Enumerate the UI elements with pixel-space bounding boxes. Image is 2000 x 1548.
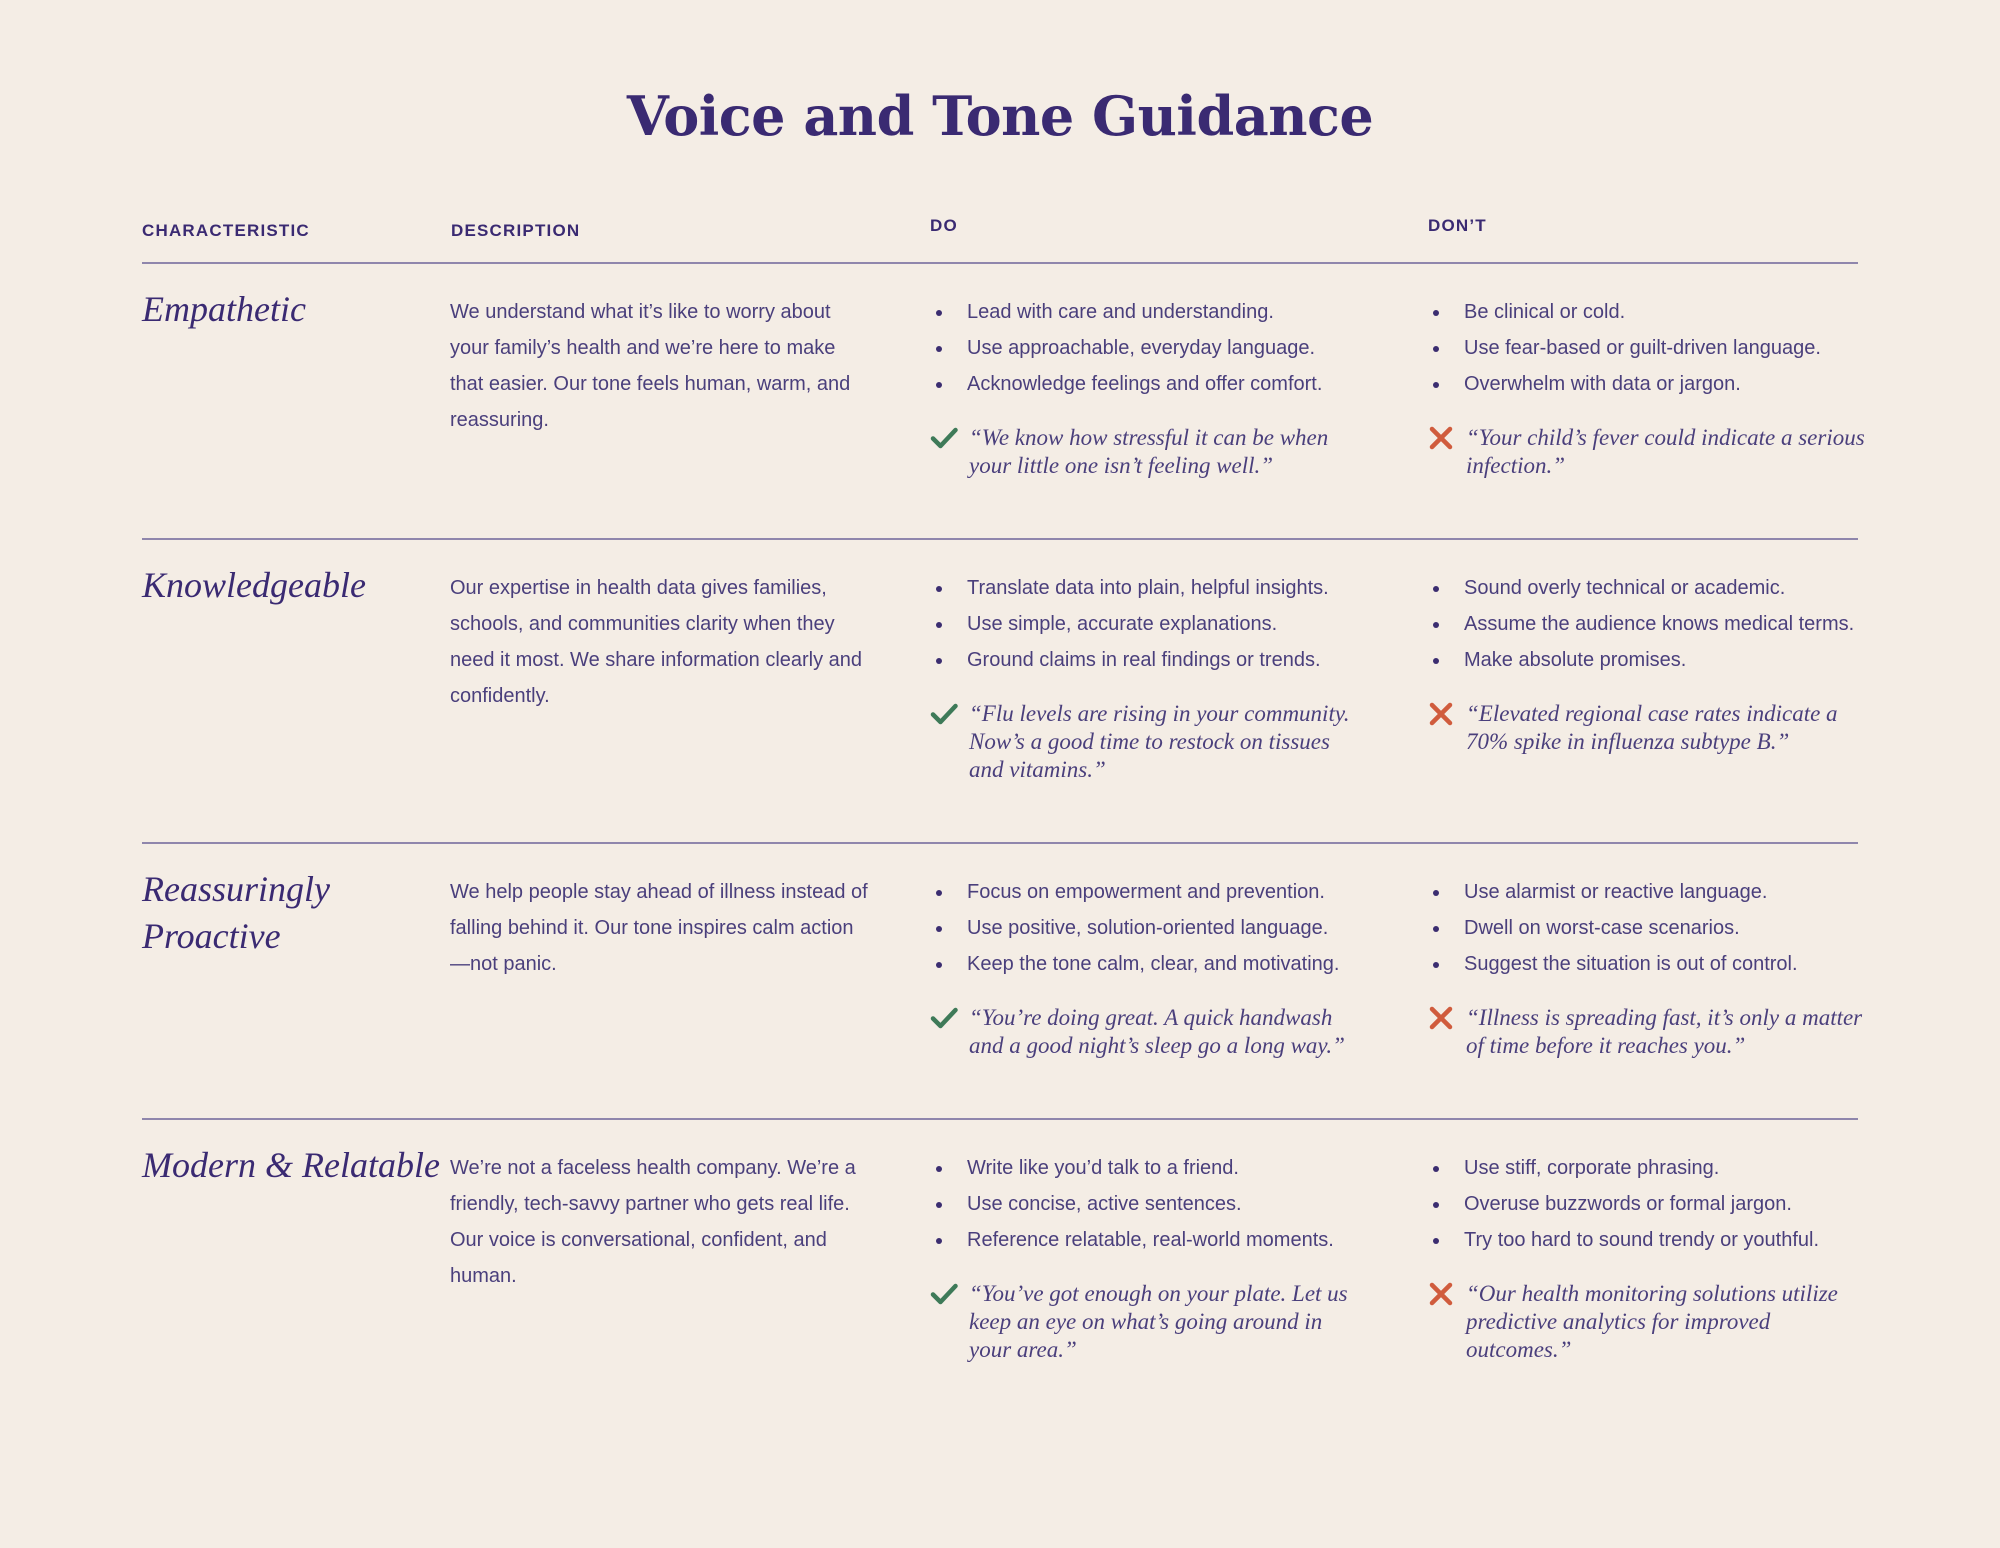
list-item: Use stiff, corporate phrasing.	[1427, 1150, 1867, 1186]
list-item: Translate data into plain, helpful insights.	[930, 570, 1370, 606]
characteristic-description: We help people stay ahead of illness instead of falling behind it. Our tone inspires calm action—not panic.	[450, 881, 868, 975]
do-column	[930, 570, 1370, 784]
row-divider	[142, 538, 1858, 540]
dont-column	[1427, 570, 1867, 756]
header-characteristic: CHARACTERISTIC	[142, 221, 310, 240]
list-item: Use concise, active sentences.	[930, 1186, 1370, 1222]
characteristic-name: Knowledgeable	[142, 565, 366, 605]
list-item: Use alarmist or reactive language.	[1427, 874, 1867, 910]
list-item: Sound overly technical or academic.	[1427, 570, 1867, 606]
dont-example	[1427, 1004, 1867, 1060]
header-divider	[142, 262, 1858, 264]
example-quote: “You’ve got enough on your plate. Let us keep an eye on what’s going around in your area.”	[969, 1281, 1348, 1362]
list-item: Use positive, solution-oriented language.	[930, 910, 1370, 946]
dont-list	[1427, 874, 1867, 982]
example-quote: “We know how stressful it can be when your little one isn’t feeling well.”	[969, 425, 1329, 478]
characteristic-description: Our expertise in health data gives families, schools, and communities clarity when they need it most. We share information clearly and confidently.	[450, 577, 863, 707]
example-quote: “Elevated regional case rates indicate a 70% spike in influenza subtype B.”	[1466, 701, 1838, 754]
example-quote: “Flu levels are rising in your community. Now’s a good time to restock on tissues and vitamins.”	[969, 701, 1350, 782]
list-item: Reference relatable, real-world moments.	[930, 1222, 1370, 1258]
characteristic-description: We’re not a faceless health company. We’re a friendly, tech-savvy partner who gets real life. Our voice is conversational, confident, and human.	[450, 1157, 856, 1287]
list-item: Overwhelm with data or jargon.	[1427, 366, 1867, 402]
dont-example	[1427, 1280, 1867, 1364]
do-example	[930, 1004, 1370, 1060]
x-icon	[1427, 1280, 1455, 1308]
list-item: Lead with care and understanding.	[930, 294, 1370, 330]
list-item: Acknowledge feelings and offer comfort.	[930, 366, 1370, 402]
example-quote: “You’re doing great. A quick handwash and a good night’s sleep go a long way.”	[969, 1005, 1345, 1058]
characteristic-name: Modern & Relatable	[142, 1145, 440, 1185]
list-item: Use fear-based or guilt-driven language.	[1427, 330, 1867, 366]
do-example	[930, 700, 1370, 784]
do-example	[930, 1280, 1370, 1364]
do-list	[930, 294, 1370, 402]
do-example	[930, 424, 1370, 480]
header-description: DESCRIPTION	[451, 221, 581, 240]
example-quote: “Our health monitoring solutions utilize predictive analytics for improved outcomes.”	[1466, 1281, 1838, 1362]
do-column	[930, 294, 1370, 480]
list-item: Ground claims in real findings or trends.	[930, 642, 1370, 678]
list-item: Assume the audience knows medical terms.	[1427, 606, 1867, 642]
list-item: Suggest the situation is out of control.	[1427, 946, 1867, 982]
page-title: Voice and Tone Guidance	[626, 84, 1374, 148]
header-dont: DON’T	[1428, 216, 1487, 235]
do-list	[930, 1150, 1370, 1258]
list-item: Use approachable, everyday language.	[930, 330, 1370, 366]
dont-list	[1427, 294, 1867, 402]
example-quote: “Illness is spreading fast, it’s only a matter of time before it reaches you.”	[1466, 1005, 1863, 1058]
dont-list	[1427, 1150, 1867, 1258]
list-item: Make absolute promises.	[1427, 642, 1867, 678]
list-item: Use simple, accurate explanations.	[930, 606, 1370, 642]
row-divider	[142, 842, 1858, 844]
do-list	[930, 570, 1370, 678]
list-item: Keep the tone calm, clear, and motivating.	[930, 946, 1370, 982]
list-item: Dwell on worst-case scenarios.	[1427, 910, 1867, 946]
do-column	[930, 874, 1370, 1060]
dont-example	[1427, 424, 1867, 480]
list-item: Be clinical or cold.	[1427, 294, 1867, 330]
dont-example	[1427, 700, 1867, 756]
x-icon	[1427, 1004, 1455, 1032]
check-icon	[930, 700, 958, 728]
row-divider	[142, 1118, 1858, 1120]
dont-column	[1427, 294, 1867, 480]
characteristic-name: Reassuringly Proactive	[142, 869, 330, 956]
list-item: Overuse buzzwords or formal jargon.	[1427, 1186, 1867, 1222]
list-item: Write like you’d talk to a friend.	[930, 1150, 1370, 1186]
check-icon	[930, 1004, 958, 1032]
do-list	[930, 874, 1370, 982]
characteristic-name: Empathetic	[142, 289, 306, 329]
dont-column	[1427, 1150, 1867, 1364]
dont-column	[1427, 874, 1867, 1060]
check-icon	[930, 1280, 958, 1308]
x-icon	[1427, 424, 1455, 452]
x-icon	[1427, 700, 1455, 728]
do-column	[930, 1150, 1370, 1364]
list-item: Try too hard to sound trendy or youthful.	[1427, 1222, 1867, 1258]
header-do: DO	[930, 216, 958, 235]
check-icon	[930, 424, 958, 452]
dont-list	[1427, 570, 1867, 678]
characteristic-description: We understand what it’s like to worry about your family’s health and we’re here to make that easier. Our tone feels human, warm, and reassuring.	[450, 301, 851, 431]
list-item: Focus on empowerment and prevention.	[930, 874, 1370, 910]
example-quote: “Your child’s fever could indicate a serious infection.”	[1466, 425, 1865, 478]
